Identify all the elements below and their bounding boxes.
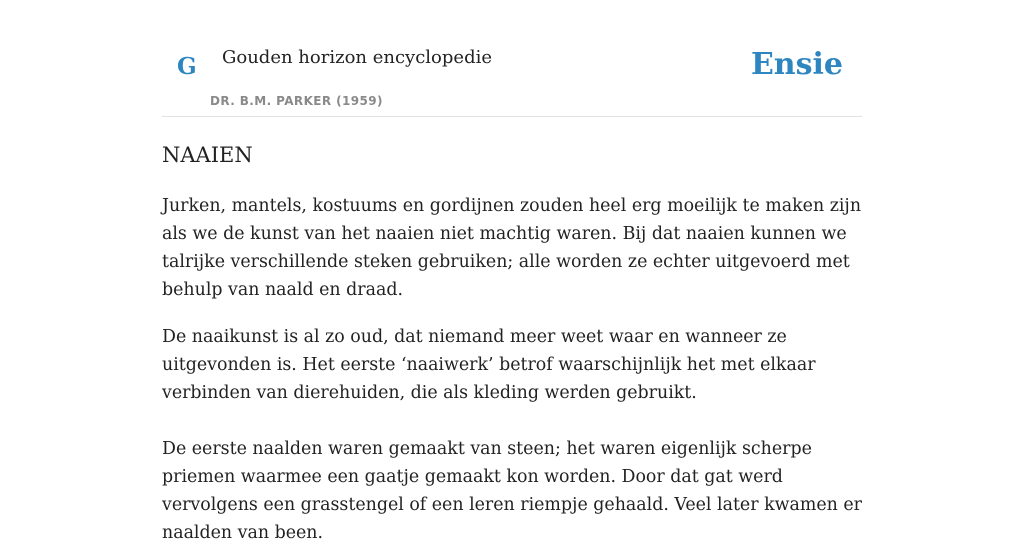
article	[162, 140, 864, 547]
brand-logo[interactable]: Ensie	[750, 47, 843, 82]
source-title[interactable]: Gouden horizon encyclopedie	[222, 47, 492, 68]
entry-title: NAAIEN	[162, 143, 253, 167]
article-paragraph: Jurken, mantels, kostuums en gordijnen zouden heel erg moeilijk te maken zijn als we de kunst van het naaien niet machtig waren. Bij dat naaien kunnen we talrijke verschillende steken gebruiken; alle worden ze echter uitgevoerd met behulp van naald en draad.	[162, 196, 862, 300]
source-author: DR. B.M. PARKER (1959)	[210, 94, 383, 108]
source-logo[interactable]: G	[177, 53, 197, 80]
article-paragraph: De naaikunst is al zo oud, dat niemand meer weet waar en wanneer ze uitgevonden is. Het eerste ‘naaiwerk’ betrof waarschijnlijk het met elkaar verbinden van dierehuiden, die als kleding werden gebruikt.	[162, 327, 816, 403]
article-paragraph: De eerste naalden waren gemaakt van steen; het waren eigenlijk scherpe priemen waarmee een gaatje gemaakt kon worden. Door dat gat werd vervolgens een grasstengel of een leren riempje gehaald. Veel later kwamen er naalden van been.	[162, 439, 862, 543]
source-header	[162, 0, 862, 117]
